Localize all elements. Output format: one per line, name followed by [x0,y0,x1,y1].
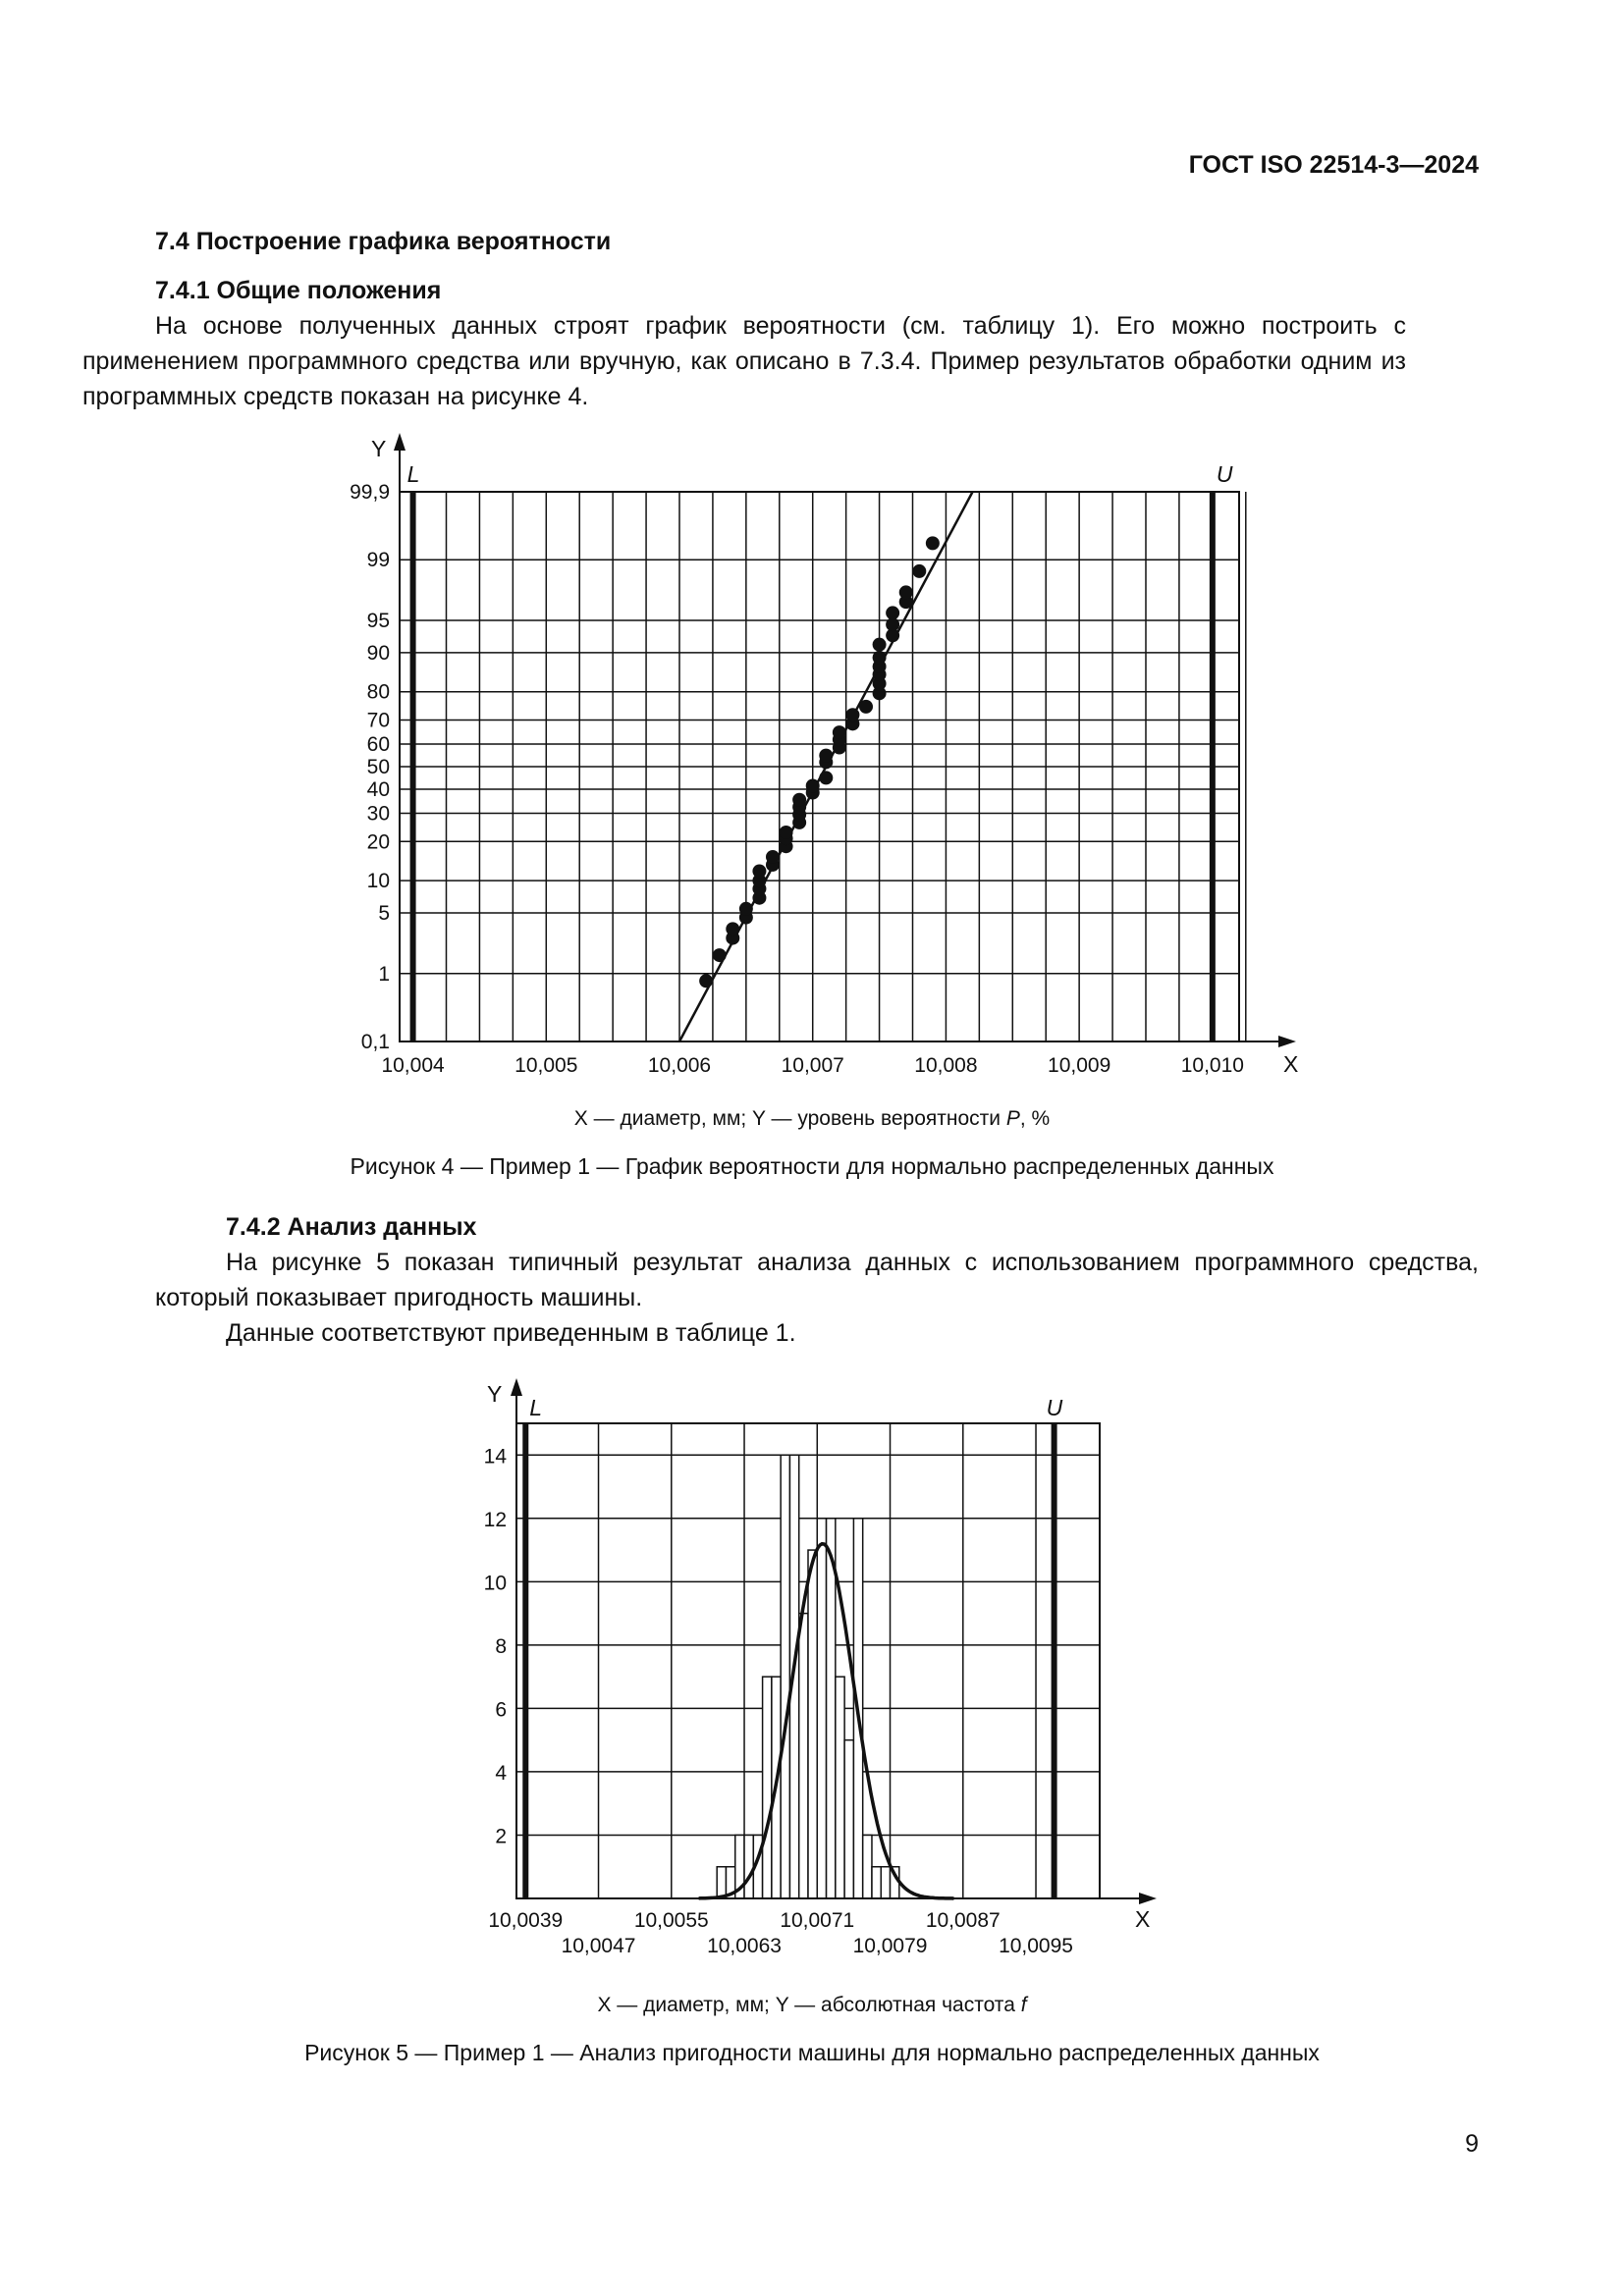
fig5-x-tick-label-lower: 10,0063 [707,1935,782,1957]
section-7-4-title: 7.4 Построение графика вероятности [155,228,612,255]
figure5-legend [0,1994,1624,2017]
fig5-x-tick-label-upper: 10,0039 [488,1909,564,1932]
fig5-histogram-bar [844,1740,853,1898]
fig5-histogram-bar [863,1835,872,1898]
section-7-4-2-paragraph2: Данные соответствуют приведенным в таблице 1. [226,1319,796,1347]
fig5-limit-label: L [529,1395,543,1420]
fig4-y-tick-label: 80 [366,680,390,704]
fig4-x-tick-label: 10,006 [647,1054,712,1077]
fig5-histogram-bar [763,1677,772,1898]
fig5-y-tick-label: 2 [495,1825,507,1848]
fig4-y-tick-label: 99 [366,549,390,572]
fig5-y-tick-label: 12 [483,1508,507,1531]
page-number: 9 [1465,2130,1479,2158]
section-7-4-1-paragraph: На основе полученных данных строят график вероятности (см. таблицу 1). Его можно построить с применением программного средства или вручную, как описано в 7.3.4. Пример результатов обработки одним из программных средств показан на рисунке 4. [82,312,1406,410]
fig4-x-tick-label: 10,010 [1180,1054,1244,1077]
fig5-histogram-bar [881,1867,890,1898]
fig5-x-axis-label: X [1135,1906,1151,1932]
fig5-x-tick-label-upper: 10,0055 [633,1909,709,1932]
fig4-y-tick-label: 40 [366,777,390,801]
fig4-y-tick-label: 99,9 [350,481,390,504]
fig4-y-tick-label: 50 [366,756,390,778]
fig4-y-tick-label: 1 [378,962,390,986]
fig5-histogram-bar [799,1614,808,1898]
fig5-y-tick-label: 4 [495,1761,507,1785]
fig5-x-tick-label-upper: 10,0087 [925,1909,1001,1932]
fig5-x-tick-label-upper: 10,0071 [780,1909,855,1932]
fig5-x-axis-arrow [1139,1893,1157,1904]
fig4-x-tick-label: 10,009 [1048,1054,1111,1077]
fig4-y-axis-label: Y [371,436,387,461]
fig4-limit-label: U [1216,461,1233,487]
fig5-histogram-bar [808,1550,817,1898]
figure5-caption: Рисунок 5 — Пример 1 — Анализ пригодности машины для нормально распределенных данных [304,2040,1320,2065]
section-7-4-2-title: 7.4.2 Анализ данных [226,1213,477,1241]
fig5-x-tick-label-lower: 10,0079 [852,1935,928,1957]
fig4-y-tick-label: 90 [366,641,390,665]
fig4-y-tick-label: 60 [366,733,390,757]
fig5-x-tick-label-lower: 10,0047 [561,1935,636,1957]
fig4-x-tick-label: 10,004 [381,1054,445,1077]
fig5-histogram-bar [872,1867,881,1898]
fig4-y-tick-label: 0,1 [360,1031,390,1053]
figure5-legend-symbol: f [1020,1994,1027,2016]
fig5-histogram-bar [827,1519,836,1898]
fig4-x-tick-label: 10,007 [781,1054,844,1077]
fig4-y-tick-label: 95 [366,609,390,632]
figure5-legend-prefix: X — диаметр, мм; Y — абсолютная частота [597,1994,1021,2016]
fig4-y-tick-label: 70 [366,709,390,732]
fig5-y-tick-label: 10 [483,1572,507,1595]
fig5-histogram-bar [717,1867,726,1898]
fig5-y-tick-label: 14 [483,1445,507,1468]
figure4-caption: Рисунок 4 — Пример 1 — График вероятности для нормально распределенных данных [350,1153,1274,1179]
figure4-legend-suffix: , % [1019,1107,1051,1130]
fig5-histogram-bar [781,1455,789,1898]
fig4-limit-label: L [406,461,420,487]
fig5-y-tick-label: 8 [495,1634,507,1658]
fig4-x-axis-label: X [1283,1051,1299,1077]
fig5-x-tick-label-lower: 10,0095 [999,1935,1073,1957]
fig5-y-axis-label: Y [487,1381,503,1407]
fig4-y-tick-label: 10 [366,870,390,893]
fig4-y-tick-label: 5 [378,902,390,926]
fig4-y-tick-label: 20 [366,830,390,854]
fig5-y-tick-label: 6 [495,1698,507,1722]
section-7-4-1-title: 7.4.1 Общие положения [155,277,442,304]
fig4-x-tick-label: 10,005 [514,1054,578,1077]
standard-designation: ГОСТ ISO 22514-3—2024 [1188,151,1479,179]
fig5-histogram-bar [817,1519,826,1898]
figure4-legend-symbol: P [1005,1107,1020,1130]
fig5-y-axis-arrow [511,1378,522,1396]
fig5-histogram-bar [744,1835,753,1898]
section-7-4-2-paragraph1: На рисунке 5 показан типичный результат анализа данных с использованием программного средства, который показывает пригодность машины. [155,1249,1479,1311]
fig4-x-tick-label: 10,008 [914,1054,978,1077]
fig4-y-tick-label: 30 [366,802,390,826]
fig5-limit-label: U [1046,1395,1063,1420]
figure4-legend-prefix: X — диаметр, мм; Y — уровень вероятности [573,1107,1006,1130]
fig5-histogram-bar [836,1677,844,1898]
